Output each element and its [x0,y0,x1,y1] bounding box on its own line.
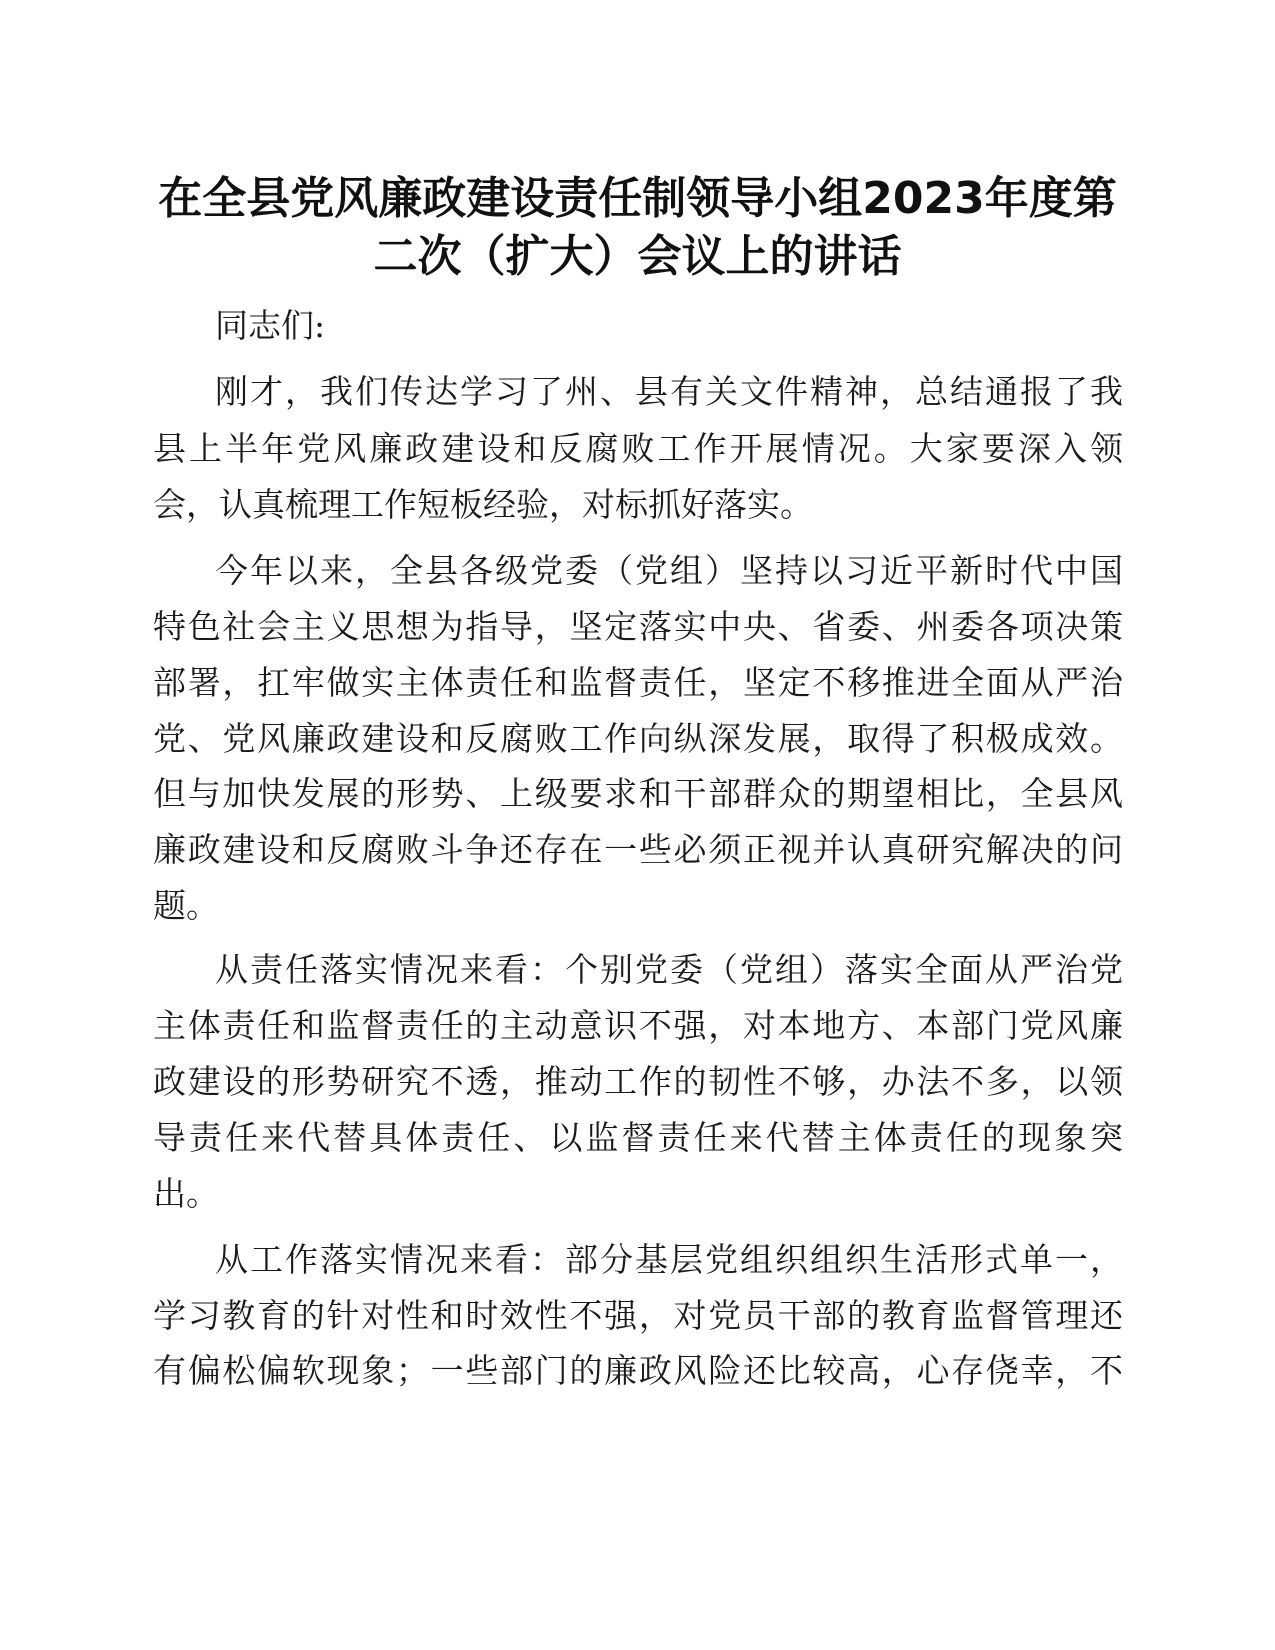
paragraph-line: 出。 [153,1174,219,1213]
paragraph-line: 从工作落实情况来看：部分基层党组织组织生活形式单一， [215,1240,1123,1279]
paragraph-line: 特色社会主义思想为指导，坚定落实中央、省委、州委各项决策 [153,607,1123,646]
paragraph-line: 会，认真梳理工作短板经验，对标抓好落实。 [153,485,813,524]
document-title [150,170,1125,286]
paragraph-line: 主体责任和监督责任的主动意识不强，对本地方、本部门党风廉 [153,1006,1123,1045]
paragraph-line: 导责任来代替具体责任、以监督责任来代替主体责任的现象突 [153,1118,1123,1157]
paragraph-line: 从责任落实情况来看：个别党委（党组）落实全面从严治党 [215,950,1123,989]
paragraph-line: 题。 [153,886,219,925]
paragraph-line: 县上半年党风廉政建设和反腐败工作开展情况。大家要深入领 [153,429,1123,468]
title-line-1: 在全县党风廉政建设责任制领导小组2023年度第 [158,173,1117,224]
greeting: 同志们: [215,306,326,345]
paragraph-line: 学习教育的针对性和时效性不强，对党员干部的教育监督管理还 [153,1296,1123,1335]
paragraph-line: 但与加快发展的形势、上级要求和干部群众的期望相比，全县风 [153,774,1123,813]
paragraph-line: 部署，扛牢做实主体责任和监督责任，坚定不移推进全面从严治 [153,663,1123,702]
paragraph-line: 有偏松偏软现象；一些部门的廉政风险还比较高，心存侥幸，不 [153,1351,1123,1390]
paragraph-line: 今年以来，全县各级党委（党组）坚持以习近平新时代中国 [215,551,1123,590]
paragraph-line: 政建设的形势研究不透，推动工作的韧性不够，办法不多，以领 [153,1062,1123,1101]
paragraph-line: 廉政建设和反腐败斗争还存在一些必须正视并认真研究解决的问 [153,830,1123,869]
paragraph-line: 党、党风廉政建设和反腐败工作向纵深发展，取得了积极成效。 [153,719,1123,758]
paragraph-line: 刚才，我们传达学习了州、县有关文件精神，总结通报了我 [215,372,1123,411]
title-line-2: 二次（扩大）会议上的讲话 [373,231,902,282]
